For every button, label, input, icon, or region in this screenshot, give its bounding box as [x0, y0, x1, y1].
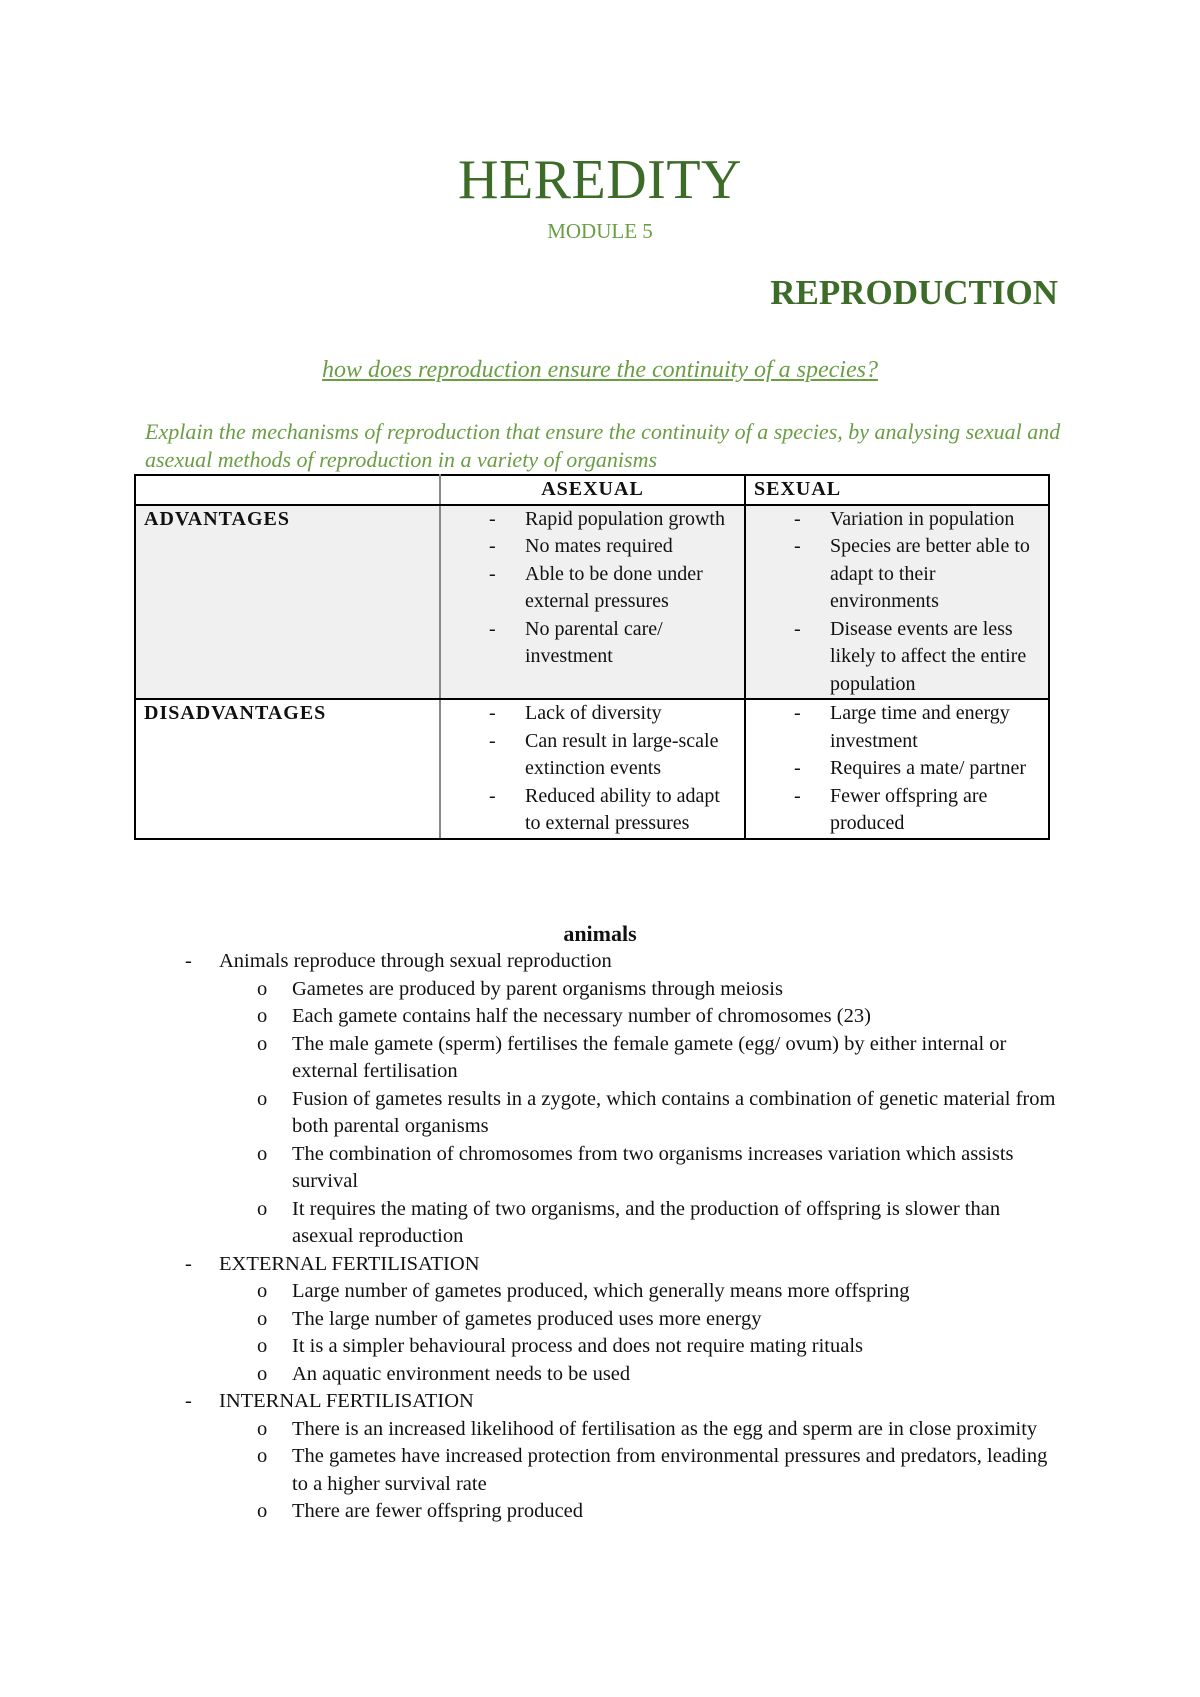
list-item-text: Disease events are less likely to affect the entire population — [830, 617, 1027, 695]
sub-point-list — [219, 976, 1065, 1251]
sub-point-text: There is an increased likelihood of fertilisation as the egg and sperm are in close proximity — [292, 1417, 1038, 1440]
row-label: ADVANTAGES — [135, 505, 440, 700]
note-point — [185, 948, 1065, 1251]
sub-point-text: The combination of chromosomes from two organisms increases variation which assists survival — [292, 1142, 1014, 1192]
animals-heading: animals — [563, 921, 637, 946]
sub-point-text: Gametes are produced by parent organisms through meiosis — [292, 977, 783, 1000]
list-item — [479, 561, 736, 616]
sub-point-text: It is a simpler behavioural process and does not require mating rituals — [292, 1335, 863, 1357]
circle-bullet: o — [257, 1445, 268, 1467]
sub-point-list — [219, 1278, 1065, 1388]
dash-bullet: - — [185, 1252, 192, 1275]
sub-point — [257, 1443, 1065, 1498]
list-item — [784, 533, 1040, 616]
dash-bullet: - — [489, 507, 496, 530]
circle-bullet: o — [257, 1417, 268, 1440]
list-item — [479, 783, 736, 838]
list-item-text: No mates required — [525, 535, 673, 557]
sub-point — [257, 976, 1065, 1004]
sub-point-text: An aquatic environment needs to be used — [292, 1362, 631, 1385]
dash-bullet: - — [185, 1390, 192, 1412]
sub-point-text: The male gamete (sperm) fertilises the female gamete (egg/ ovum) by either internal or external fertilisation — [292, 1032, 1007, 1082]
note-point — [185, 1251, 1065, 1389]
sub-point — [257, 1361, 1065, 1389]
dash-bullet: - — [489, 702, 496, 724]
circle-bullet: o — [257, 1087, 268, 1110]
sub-point-text: Fusion of gametes results in a zygote, which contains a combination of genetic material from both parental organisms — [292, 1087, 1056, 1137]
list-item-text: Variation in population — [830, 507, 1015, 530]
cell-sexual — [745, 699, 1049, 839]
note-point-text: INTERNAL FERTILISATION — [219, 1390, 474, 1412]
sub-point-text: Large number of gametes produced, which generally means more offspring — [292, 1280, 910, 1302]
circle-bullet: o — [257, 1280, 268, 1302]
dash-bullet: - — [794, 617, 801, 640]
sub-point-text: There are fewer offspring produced — [292, 1500, 584, 1522]
dash-bullet: - — [489, 784, 496, 807]
table-header-empty — [135, 475, 440, 505]
cell-sexual — [745, 505, 1049, 700]
cell-asexual — [440, 699, 745, 839]
sub-point — [257, 1333, 1065, 1361]
dash-bullet: - — [489, 535, 496, 557]
sub-point — [257, 1086, 1065, 1141]
table-row — [135, 505, 1049, 700]
cell-list — [754, 700, 1040, 838]
list-item-text: Fewer offspring are produced — [830, 784, 988, 834]
table-header-sexual: SEXUAL — [745, 475, 1049, 505]
sub-point-text: The gametes have increased protection from environmental pressures and predators, leading to a higher survival rate — [292, 1445, 1048, 1495]
list-item-text: No parental care/ investment — [525, 617, 663, 667]
inquiry-question: how does reproduction ensure the continuity of a species? — [322, 357, 878, 383]
document-title: HEREDITY — [458, 149, 742, 211]
sub-point — [257, 1003, 1065, 1031]
list-item — [784, 506, 1040, 534]
sub-point — [257, 1416, 1065, 1444]
dash-bullet: - — [489, 617, 496, 640]
sub-point — [257, 1278, 1065, 1306]
table-header-asexual: ASEXUAL — [440, 475, 745, 505]
sub-point-list — [219, 1416, 1065, 1526]
circle-bullet: o — [257, 1335, 268, 1357]
list-item-text: Species are better able to adapt to their environments — [830, 535, 1030, 612]
circle-bullet: o — [257, 1142, 268, 1165]
comparison-table — [134, 474, 1050, 840]
table-header-row — [135, 475, 1049, 505]
circle-bullet: o — [257, 1032, 268, 1055]
circle-bullet: o — [257, 1307, 268, 1330]
list-item-text: Large time and energy investment — [830, 702, 1010, 752]
list-item — [479, 616, 736, 671]
list-item — [784, 783, 1040, 838]
syllabus-dot-point: Explain the mechanisms of reproduction that ensure the continuity of a species, by analysing sexual and asexual methods of reproduction in a variety of organisms — [145, 419, 1061, 472]
section-title: REPRODUCTION — [770, 273, 1058, 312]
sub-point — [257, 1031, 1065, 1086]
sub-point — [257, 1196, 1065, 1251]
cell-list — [449, 506, 736, 671]
dash-bullet: - — [489, 729, 496, 752]
list-item — [479, 728, 736, 783]
cell-asexual — [440, 505, 745, 700]
dash-bullet: - — [794, 535, 801, 557]
cell-list — [754, 506, 1040, 699]
dash-bullet: - — [794, 702, 801, 724]
circle-bullet: o — [257, 977, 268, 1000]
sub-point — [257, 1498, 1065, 1526]
dash-bullet: - — [794, 757, 801, 779]
list-item-text: Reduced ability to adapt to external pressures — [525, 784, 720, 834]
list-item — [784, 700, 1040, 755]
list-item — [784, 755, 1040, 783]
row-label: DISADVANTAGES — [135, 699, 440, 839]
sub-point-text: Each gamete contains half the necessary number of chromosomes (23) — [292, 1005, 871, 1027]
list-item-text: Lack of diversity — [525, 702, 662, 724]
module-label: MODULE 5 — [547, 219, 653, 243]
dash-bullet: - — [794, 784, 801, 807]
list-item — [479, 506, 736, 534]
circle-bullet: o — [257, 1500, 268, 1522]
list-item — [479, 533, 736, 561]
list-item-text: Can result in large-scale extinction events — [525, 729, 719, 779]
note-point-text: Animals reproduce through sexual reproduction — [219, 950, 612, 972]
sub-point-text: It requires the mating of two organisms, and the production of offspring is slower than asexual reproduction — [292, 1197, 1001, 1247]
sub-point — [257, 1141, 1065, 1196]
circle-bullet: o — [257, 1005, 268, 1027]
list-item-text: Able to be done under external pressures — [525, 562, 703, 612]
dash-bullet: - — [489, 562, 496, 585]
table-body — [135, 505, 1049, 839]
list-item-text: Rapid population growth — [525, 507, 725, 530]
dash-bullet: - — [794, 507, 801, 530]
animals-notes-list — [185, 948, 1065, 1526]
sub-point — [257, 1306, 1065, 1334]
circle-bullet: o — [257, 1197, 268, 1220]
circle-bullet: o — [257, 1362, 268, 1385]
note-point-text: EXTERNAL FERTILISATION — [219, 1252, 480, 1275]
cell-list — [449, 700, 736, 838]
list-item — [784, 616, 1040, 699]
table-row — [135, 699, 1049, 839]
sub-point-text: The large number of gametes produced uses more energy — [292, 1307, 762, 1330]
note-point — [185, 1388, 1065, 1526]
list-item-text: Requires a mate/ partner — [830, 757, 1027, 779]
list-item — [479, 700, 736, 728]
dash-bullet: - — [185, 950, 192, 972]
